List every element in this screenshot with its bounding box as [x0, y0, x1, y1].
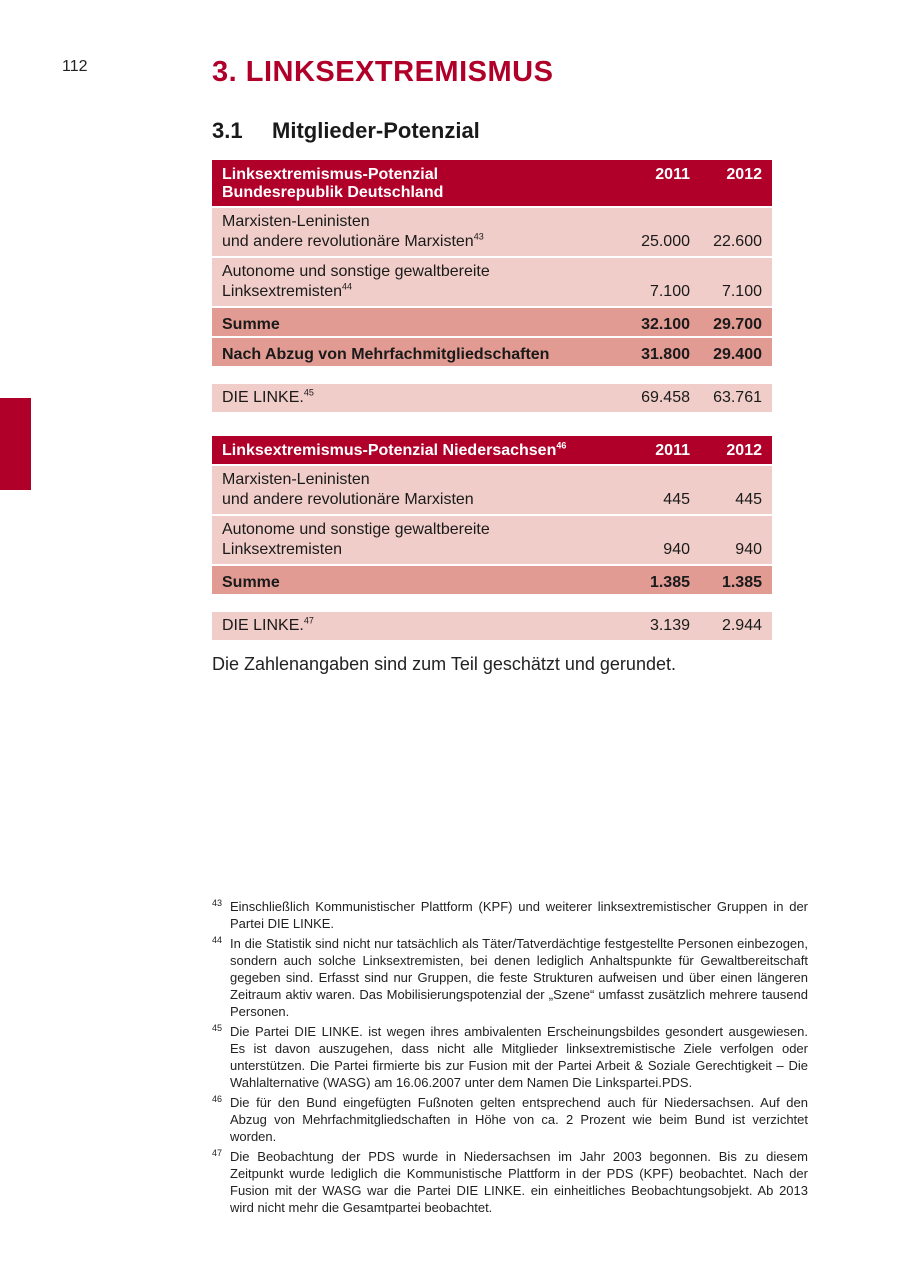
row-label-line-1: Marxisten-Leninisten [222, 471, 370, 488]
table-header-label [212, 436, 628, 464]
row-label-line-2: Linksextremisten [222, 283, 343, 300]
section-number: 3.1 [212, 118, 243, 143]
footnote-text: Einschließlich Kommunistischer Plattform (KPF) und weiterer linksextremistischer Gruppen in der Partei DIE LINKE. [230, 899, 808, 931]
footnote-number: 45 [212, 1023, 223, 1033]
sum-2012: 29.700 [700, 308, 772, 336]
value-2012: 940 [700, 516, 772, 564]
header-line-1: Linksextremismus-Potenzial [222, 166, 439, 183]
table-bund [212, 158, 772, 414]
footnote-text: Die Partei DIE LINKE. ist wegen ihres ambivalenten Erscheinungsbildes gesondert ausgewiesen. Es ist davon auszugehen, dass nicht alle Mitglieder linksextremistische Ziele verfolgen oder unterstützen. Die Partei firmierte bis zur Fusion mit der Partei Arbeit & Soziale Gerechtigkeit – Die Wahlalternative (WASG) am 16.06.2007 unter dem Namen Die Linkspartei.PDS. [230, 1024, 808, 1090]
page-number: 112 [62, 58, 88, 75]
header-line-2: Bundesrepublik Deutschland [222, 184, 444, 201]
net-2012: 29.400 [700, 338, 772, 366]
footnote-text: In die Statistik sind nicht nur tatsächlich als Täter/Tatverdächtige festgestellte Personen einbezogen, sondern auch solche Linksextremisten, bei denen lediglich Anhaltspunkte für Gewaltbereitschaft gegeben sind. Erfasst sind nur Gruppen, die feste Strukturen aufweisen und über einen längeren Zeitraum aktiv waren. Das Mobilisierungspotenzial der „Szene“ umfasst zusätzlich mehrere tausend Personen. [230, 936, 808, 1019]
net-row [212, 338, 772, 366]
sum-2012: 1.385 [700, 566, 772, 594]
table-header-row [212, 160, 772, 206]
table-header-row [212, 436, 772, 464]
footnote-ref: 47 [303, 615, 314, 626]
row-label-line-2: und andere revolutionäre Marxisten [222, 233, 474, 250]
linke-label [212, 384, 628, 412]
row-label [212, 258, 628, 306]
row-label-line-2: und andere revolutionäre Marxisten [222, 491, 474, 508]
linke-label-text: DIE LINKE. [222, 389, 304, 406]
footnote-number: 46 [212, 1094, 223, 1104]
footnote-46 [212, 1094, 808, 1145]
linke-label-text: DIE LINKE. [222, 617, 304, 634]
linke-row [212, 384, 772, 412]
footnote-47 [212, 1148, 808, 1216]
value-2012: 7.100 [700, 258, 772, 306]
row-label-line-2: Linksextremisten [222, 541, 343, 558]
chapter-title: 3. LINKSEXTREMISMUS [212, 56, 554, 88]
footnote-text: Die für den Bund eingefügten Fußnoten gelten entsprechend auch für Niedersachsen. Auf den Abzug von Mehrfachmitgliedschaften in Höhe von ca. 2 Prozent wie beim Bund ist verzichtet worden. [230, 1095, 808, 1144]
footnote-text: Die Beobachtung der PDS wurde in Niedersachsen im Jahr 2003 begonnen. Bis zu diesem Zeitpunkt wurde lediglich die Kommunistische Plattform in der PDS (KPF) beobachtet. Nach der Fusion mit der WASG war die Partei DIE LINKE. ein einheitliches Beobachtungsobjekt. Ab 2013 wird nicht mehr die Gesamtpartei beobachtet. [230, 1149, 808, 1215]
sum-label: Summe [212, 566, 628, 594]
sum-2011: 32.100 [628, 308, 700, 336]
linke-2012: 63.761 [700, 384, 772, 412]
year-2011-header: 2011 [628, 160, 700, 206]
linke-2012: 2.944 [700, 612, 772, 640]
footnote-number: 43 [212, 898, 223, 908]
year-2012-header: 2012 [700, 436, 772, 464]
row-label-line-1: Marxisten-Leninisten [222, 213, 370, 230]
linke-label [212, 612, 628, 640]
footnote-44 [212, 935, 808, 1020]
linke-2011: 3.139 [628, 612, 700, 640]
value-2011: 25.000 [628, 208, 700, 256]
footnote-number: 44 [212, 935, 223, 945]
table-row [212, 258, 772, 306]
spacer-row [212, 596, 772, 610]
chapter-side-tab [0, 398, 31, 490]
estimate-note: Die Zahlenangaben sind zum Teil geschätzt und gerundet. [212, 654, 676, 674]
table-header-label [212, 160, 628, 206]
header-text: Linksextremismus-Potenzial Niedersachsen [222, 442, 557, 459]
table-row [212, 466, 772, 514]
row-label [212, 466, 628, 514]
section-title [212, 118, 480, 144]
value-2011: 445 [628, 466, 700, 514]
value-2012: 22.600 [700, 208, 772, 256]
footnote-ref: 46 [556, 440, 567, 451]
footnote-ref: 44 [342, 281, 353, 292]
value-2011: 7.100 [628, 258, 700, 306]
table-row [212, 516, 772, 564]
linke-2011: 69.458 [628, 384, 700, 412]
footnote-number: 47 [212, 1148, 223, 1158]
row-label-line-1: Autonome und sonstige gewaltbereite [222, 521, 490, 538]
value-2011: 940 [628, 516, 700, 564]
row-label [212, 208, 628, 256]
year-2011-header: 2011 [628, 436, 700, 464]
sum-2011: 1.385 [628, 566, 700, 594]
footnote-ref: 43 [473, 231, 484, 242]
value-2012: 445 [700, 466, 772, 514]
footnotes [212, 898, 808, 1219]
section-heading: Mitglieder-Potenzial [272, 118, 480, 143]
table-niedersachsen [212, 434, 772, 642]
sum-row [212, 566, 772, 594]
footnote-45 [212, 1023, 808, 1091]
footnote-ref: 45 [303, 387, 314, 398]
year-2012-header: 2012 [700, 160, 772, 206]
sum-row [212, 308, 772, 336]
net-2011: 31.800 [628, 338, 700, 366]
sum-label: Summe [212, 308, 628, 336]
spacer-row [212, 368, 772, 382]
table-row [212, 208, 772, 256]
net-label: Nach Abzug von Mehrfachmitgliedschaften [212, 338, 628, 366]
footnote-43 [212, 898, 808, 932]
row-label-line-1: Autonome und sonstige gewaltbereite [222, 263, 490, 280]
row-label [212, 516, 628, 564]
linke-row [212, 612, 772, 640]
